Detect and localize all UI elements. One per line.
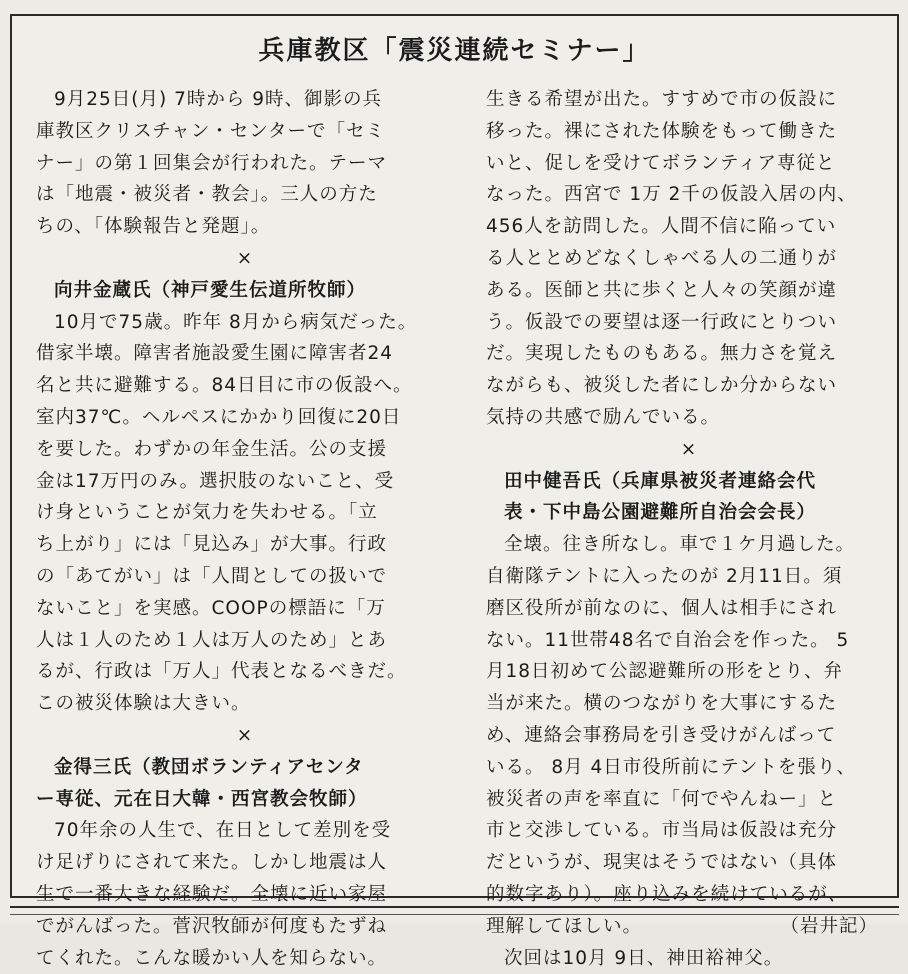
body-line xyxy=(36,338,454,370)
line-text: ないこと」を実感。COOPの標語に「万 xyxy=(36,597,386,619)
body-line xyxy=(36,116,454,148)
line-text: 人は１人のため１人は万人のため」とあ xyxy=(36,629,388,651)
line-text: 金得三氏（教団ボランティアセンタ xyxy=(54,756,364,778)
body-line xyxy=(486,561,892,593)
line-text: 名と共に避難する。84日目に市の仮設へ。 xyxy=(36,375,413,397)
body-line xyxy=(36,402,454,434)
line-text: るが、行政は「万人」代表となるべきだ。 xyxy=(36,661,407,683)
section-separator xyxy=(36,243,454,275)
line-text: 生で一番大きな経験だ。全壊に近い家屋 xyxy=(36,883,388,905)
body-line xyxy=(486,688,892,720)
body-line xyxy=(36,911,454,943)
body-line xyxy=(486,402,892,434)
body-line xyxy=(36,148,454,180)
line-text: ない。11世帯48名で自治会を作った。 5 xyxy=(486,629,850,651)
body-line xyxy=(36,466,454,498)
line-text: 被災者の声を率直に「何でやんねー」と xyxy=(486,788,838,810)
line-text: 室内37℃。ヘルペスにかかり回復に20日 xyxy=(36,406,402,428)
line-text: 金は17万円のみ。選択肢のないこと、受 xyxy=(36,470,395,492)
body-line xyxy=(486,593,892,625)
line-text: 456人を訪問した。人間不信に陥ってい xyxy=(486,216,837,238)
body-line xyxy=(36,561,454,593)
body-line xyxy=(486,784,892,816)
line-text: いる。 8月 4日市役所前にテントを張り、 xyxy=(486,756,856,778)
line-text: てくれた。こんな暖かい人を知らない。 xyxy=(36,947,388,969)
line-text: 全壊。往き所なし。車で１ケ月過した。 xyxy=(504,534,856,556)
line-text: 的数字あり）。座り込みを続けているが、 xyxy=(486,883,848,905)
body-line xyxy=(486,84,892,116)
line-text: る人ととめどなくしゃべる人の二通りが xyxy=(486,247,838,269)
body-line xyxy=(36,943,454,974)
line-text: 借家半壊。障害者施設愛生園に障害者24 xyxy=(36,343,394,365)
body-line xyxy=(486,370,892,402)
line-text: 10月で75歳。昨年 8月から病気だった。 xyxy=(54,311,418,333)
line-text: の「あてがい」は「人間としての扱いで xyxy=(36,565,388,587)
author-credit: （岩井記） xyxy=(780,915,878,937)
line-text: 理解してほしい。 xyxy=(486,915,643,937)
line-text: け足げりにされて来た。しかし地震は人 xyxy=(36,852,388,874)
speaker-heading xyxy=(36,784,454,816)
body-line xyxy=(486,720,892,752)
body-line xyxy=(486,847,892,879)
line-text: × xyxy=(680,438,698,460)
right-column xyxy=(486,84,892,974)
body-line xyxy=(36,625,454,657)
body-line xyxy=(486,275,892,307)
line-text: 表・下中島公園避難所自治会会長） xyxy=(504,502,817,524)
speaker-heading xyxy=(36,752,454,784)
line-text: 庫教区クリスチャン・センターで「セミ xyxy=(36,120,385,142)
line-text: × xyxy=(236,724,254,746)
line-text: 次回は10月 9日、神田裕神父。 xyxy=(504,947,784,969)
speaker-heading xyxy=(486,497,892,529)
body-line xyxy=(36,815,454,847)
line-text: 生きる希望が出た。すすめで市の仮設に xyxy=(486,89,838,110)
section-separator xyxy=(36,720,454,752)
line-text: 田中健吾氏（兵庫県被災者連絡会代 xyxy=(504,470,817,492)
line-text: 気持の共感で励んでいる。 xyxy=(486,406,721,428)
line-text: 自衛隊テントに入ったのが 2月11日。須 xyxy=(486,565,843,587)
body-line xyxy=(36,593,454,625)
line-text: いと、促しを受けてボランティア専従と xyxy=(486,152,836,174)
line-text: だ。実現したものもある。無力さを覚え xyxy=(486,343,838,365)
line-text: なった。西宮で 1万 2千の仮設入居の内、 xyxy=(486,184,857,206)
body-line xyxy=(486,338,892,370)
line-text: ー専従、元在日大韓・西宮教会牧師） xyxy=(36,788,368,810)
body-line xyxy=(486,243,892,275)
body-line xyxy=(486,625,892,657)
body-line xyxy=(36,211,454,243)
line-text: は「地震・被災者・教会」。三人の方た xyxy=(36,184,378,206)
line-text: け身ということが気力を失わせる。「立 xyxy=(36,502,378,524)
line-text: でがんばった。菅沢牧師が何度もたずね xyxy=(36,915,388,937)
line-text: 向井金蔵氏（神戸愛生伝道所牧師） xyxy=(54,279,367,301)
line-text: ある。医師と共に歩くと人々の笑顔が違 xyxy=(486,279,838,301)
body-line xyxy=(486,815,892,847)
line-text: この被災体験は大きい。 xyxy=(36,693,251,715)
body-line xyxy=(486,211,892,243)
body-line xyxy=(36,656,454,688)
body-line xyxy=(486,911,892,943)
body-line xyxy=(36,497,454,529)
line-text: × xyxy=(236,247,254,269)
section-separator xyxy=(486,434,892,466)
body-line xyxy=(486,179,892,211)
line-text: 月18日初めて公認避難所の形をとり、弁 xyxy=(486,661,844,683)
line-text: を要した。わずかの年金生活。公の支援 xyxy=(36,438,388,460)
body-line xyxy=(486,752,892,784)
body-line xyxy=(36,179,454,211)
body-line xyxy=(486,307,892,339)
line-text: ナー」の第１回集会が行われた。テーマ xyxy=(36,152,388,174)
article-title: 兵庫教区「震災連続セミナー」 xyxy=(258,36,651,66)
body-line xyxy=(36,847,454,879)
line-text: ちの、「体験報告と発題」。 xyxy=(36,216,271,238)
line-text: う。仮設での要望は逐一行政にとりつい xyxy=(486,311,838,333)
body-line xyxy=(486,529,892,561)
line-text: 磨区役所が前なのに、個人は相手にされ xyxy=(486,597,838,619)
body-line xyxy=(486,943,892,974)
left-column xyxy=(36,84,454,974)
line-text: だというが、現実はそうではない（具体 xyxy=(486,852,838,874)
body-line xyxy=(486,656,892,688)
body-line xyxy=(36,529,454,561)
body-line xyxy=(486,148,892,180)
bottom-rule-thin xyxy=(10,914,899,915)
bottom-rule xyxy=(10,906,899,908)
body-line xyxy=(36,434,454,466)
line-text: ながらも、被災した者にしか分からない xyxy=(486,375,838,397)
line-text: 移った。裸にされた体験をもって働きた xyxy=(486,120,838,142)
speaker-heading xyxy=(36,275,454,307)
line-text: 当が来た。横のつながりを大事にするた xyxy=(486,693,838,715)
line-text: 9月25日(月) 7時から 9時、御影の兵 xyxy=(54,89,383,110)
body-line xyxy=(36,307,454,339)
line-text: め、連絡会事務局を引き受けがんばって xyxy=(486,724,837,746)
speaker-heading xyxy=(486,466,892,498)
line-text: 市と交渉している。市当局は仮設は充分 xyxy=(486,820,838,842)
body-line xyxy=(36,84,454,116)
article-frame xyxy=(10,14,899,969)
line-text: 70年余の人生で、在日として差別を受 xyxy=(54,820,392,842)
body-line xyxy=(36,370,454,402)
body-line xyxy=(486,116,892,148)
body-line xyxy=(36,688,454,720)
line-text: ち上がり」には「見込み」が大事。行政 xyxy=(36,534,388,556)
